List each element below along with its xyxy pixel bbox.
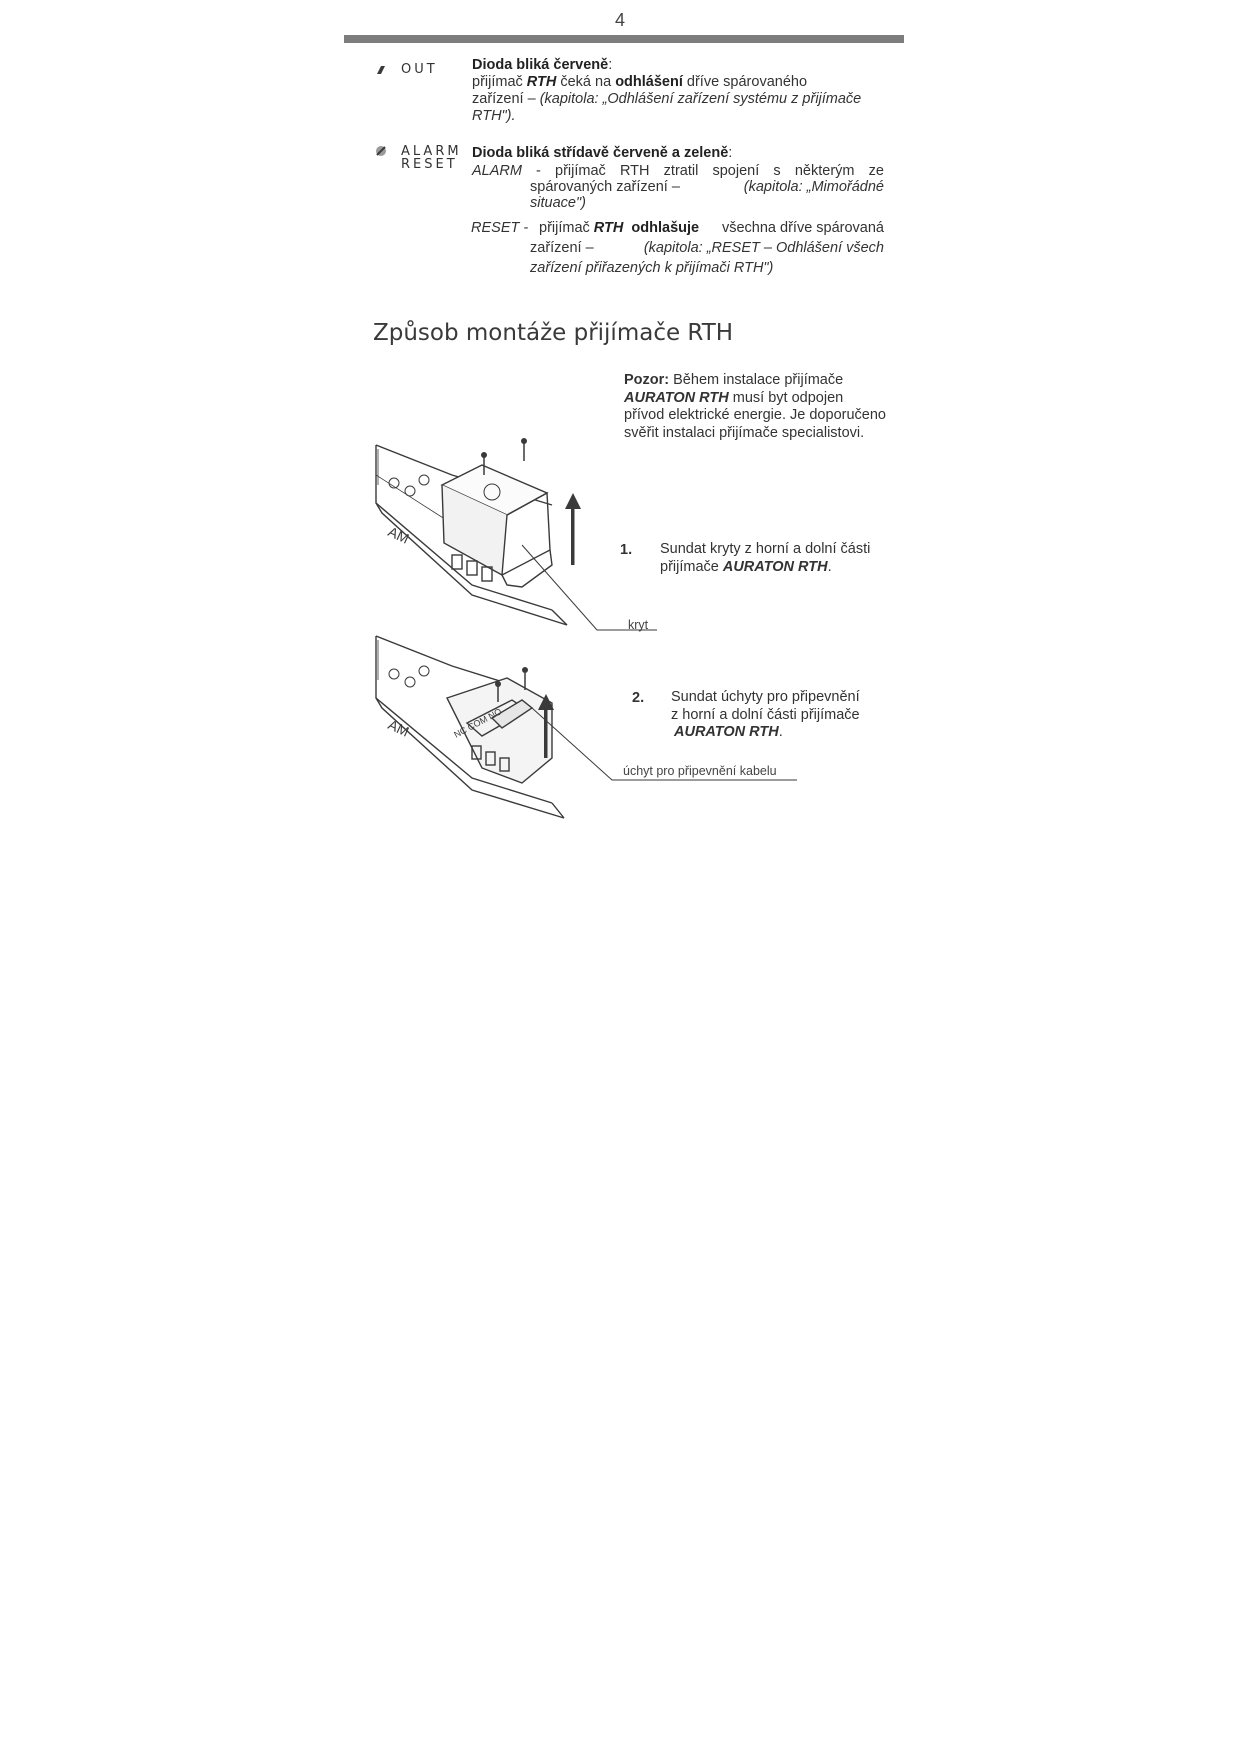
step-2-number: 2. [632,690,645,706]
page-number: 4 [614,10,625,30]
brand-mark-2: AM [385,716,412,740]
led-redgreen-icon [375,145,387,157]
terminal-label: NC COM NO [452,706,504,740]
step-2-text: Sundat úchyty pro připevnění z horní a dolní části přijímače AURATON RTH. [671,689,860,740]
reset-text-2: zařízení – (kapitola: „RESET – Odhlášení všech [530,240,884,256]
installation-note: Pozor: Během instalace přijímače AURATON RTH musí byt odpojen přívod elektrické energie. Je doporučeno svěřit instalaci přijímače specialistovi. [624,372,886,441]
callout-clamp: úchyt pro připevnění kabelu [623,764,777,778]
alarm-reset-title: Dioda bliká střídavě červeně a zeleně [472,145,729,161]
led-red-icon [375,63,387,75]
out-description: Dioda bliká červeně: přijímač RTH čeká na odhlášení dříve spárovaného zařízení – (kapitola: „Odhlášení zařízení systému z přijímače RTH"). [472,57,862,124]
alarm-key: ALARM [472,163,522,179]
section-title: Způsob montáže přijímače RTH [373,320,734,346]
figure-cover-removal [372,435,672,650]
out-label: OUT [401,62,438,77]
callout-kryt: kryt [628,618,649,632]
step-1-number: 1. [620,542,633,558]
step-1-text: Sundat kryty z horní a dolní části přijímače AURATON RTH. [660,541,871,575]
note-lead: Pozor: [624,372,670,388]
alarm-reset-title-line: Dioda bliká střídavě červeně a zeleně: [472,145,733,161]
figure-clamp-removal [372,628,802,843]
alarm-text-1: - přijímač RTH ztratil spojení s některým ze [536,163,884,179]
brand-mark-1: AM [385,523,412,547]
alarm-label: ALARM [401,144,462,159]
alarm-text-2: spárovaných zařízení – (kapitola: „Mimořádné [530,179,884,195]
header-rule [344,35,904,43]
alarm-text-3: situace") [530,195,586,211]
reset-key: RESET - [471,220,529,236]
reset-text-1: přijímač RTH odhlašuje všechna dříve spárovaná [539,220,884,236]
reset-label: RESET [401,157,458,172]
reset-text-3: zařízení přiřazených k přijímači RTH") [530,260,774,276]
out-title: Dioda bliká červeně [472,57,609,73]
note-brand: AURATON RTH [624,389,729,406]
